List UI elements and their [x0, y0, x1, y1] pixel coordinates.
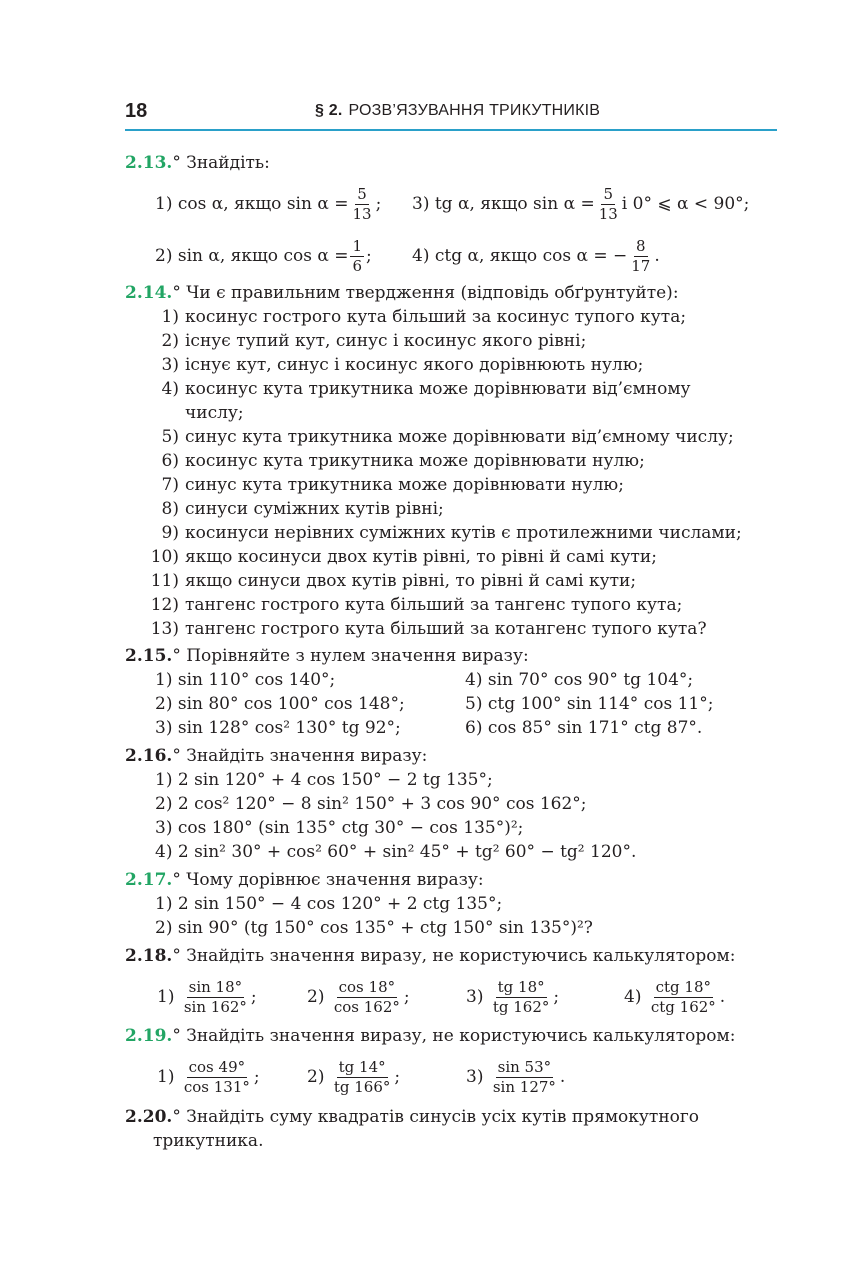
fraction [597, 185, 620, 224]
expression: 4) sin 70° cos 90° tg 104°; [465, 670, 694, 690]
list-item [143, 426, 734, 448]
item-text: якщо синуси двох кутів рівні, то рівні й самі кути; [185, 571, 637, 591]
punctuation: ; [553, 987, 560, 1007]
item-number: 13) [150, 619, 179, 639]
item-number: 6) [161, 451, 179, 471]
numerator: cos 49° [188, 1057, 246, 1076]
problem-2-13-heading [125, 152, 270, 174]
numerator: sin 18° [188, 977, 243, 996]
expression: 6) cos 85° sin 171° ctg 87°. [465, 718, 703, 738]
fraction [629, 237, 652, 276]
list-item-continuation [143, 402, 244, 424]
numerator: sin 53° [497, 1057, 552, 1076]
page-number: 18 [125, 100, 148, 122]
item-text: косинуси нерівних суміжних кутів є протилежними числами; [185, 523, 742, 543]
punctuation: . [719, 987, 726, 1007]
problem-number: 2.13. [125, 153, 173, 173]
problem-text-continuation: трикутника. [153, 1131, 264, 1151]
expr-text: 3) tg α, якщо sin α = [412, 194, 595, 214]
item-text: тангенс гострого кута більший за тангенс тупого кута; [185, 595, 683, 615]
fraction-item [624, 970, 725, 1024]
numerator: tg 14° [338, 1057, 386, 1076]
denominator: 6 [352, 256, 363, 275]
page-header [125, 100, 777, 130]
item-text: синус кута трикутника може дорівнювати від’ємному числу; [185, 427, 734, 447]
expr-text: ; [375, 194, 382, 214]
fraction [350, 185, 373, 224]
item-number: 2) [161, 331, 179, 351]
numerator: 5 [603, 184, 614, 203]
item-number: 2) [307, 987, 325, 1007]
problem-2-15-heading [125, 645, 529, 667]
fraction [649, 978, 718, 1017]
punctuation: ; [250, 987, 257, 1007]
problem-title: Чому дорівнює значення виразу: [186, 870, 484, 890]
item-text: косинус кута трикутника може дорівнювати нулю; [185, 451, 645, 471]
problem-2-18-heading [125, 945, 735, 967]
denominator: 17 [631, 256, 651, 275]
item-number: 11) [150, 571, 179, 591]
problem-number: 2.15. [125, 646, 173, 666]
punctuation: ; [253, 1067, 260, 1087]
fraction [182, 1058, 252, 1097]
problem-number: 2.19. [125, 1026, 173, 1046]
problem-title: Порівняйте з нулем значення виразу: [186, 646, 529, 666]
item-number: 2) [307, 1067, 325, 1087]
item-number: 9) [161, 523, 179, 543]
denominator: tg 162° [492, 997, 550, 1016]
denominator: tg 166° [333, 1077, 391, 1096]
numerator: 8 [636, 236, 646, 255]
punctuation: . [559, 1067, 566, 1087]
expr-text: і 0° ⩽ α < 90°; [621, 194, 750, 214]
degree-mark: ° [172, 746, 181, 766]
denominator: 13 [352, 204, 372, 223]
list-item [143, 522, 742, 544]
item-number: 5) [161, 427, 179, 447]
denominator: 13 [598, 204, 618, 223]
fraction [182, 978, 249, 1017]
section-title: РОЗВ’ЯЗУВАННЯ ТРИКУТНИКІВ [348, 102, 601, 119]
expr-text: 1) cos α, якщо sin α = [155, 194, 349, 214]
item-number: 1) [157, 987, 175, 1007]
list-item [143, 498, 444, 520]
problem-title: Чи є правильним твердження (відповідь обґрунтуйте): [186, 283, 679, 303]
problem-2-19-heading [125, 1025, 735, 1047]
item-text: синуси суміжних кутів рівні; [185, 499, 444, 519]
problem-2-20-heading [125, 1106, 699, 1128]
item-text: косинус кута трикутника може дорівнювати від’ємному [185, 379, 691, 399]
problem-number: 2.18. [125, 946, 173, 966]
expression: 2) sin 80° cos 100° cos 148°; [155, 694, 405, 714]
fraction-item [157, 1050, 260, 1104]
list-item [143, 618, 707, 640]
expression: 1) 2 sin 150° − 4 cos 120° + 2 ctg 135°; [155, 894, 503, 914]
problem-2-13-item-4 [412, 232, 660, 280]
expression: 2) sin 90° (tg 150° cos 135° + ctg 150° sin 135°)²? [155, 918, 593, 938]
item-number: 1) [157, 1067, 175, 1087]
expression: 2) 2 cos² 120° − 8 sin² 150° + 3 cos 90° cos 162°; [155, 794, 587, 814]
item-text: існує кут, синус і косинус якого дорівнюють нулю; [185, 355, 644, 375]
numerator: ctg 18° [655, 977, 712, 996]
problem-title: Знайдіть: [186, 153, 270, 173]
expression: 3) sin 128° cos² 130° tg 92°; [155, 718, 401, 738]
list-item [143, 450, 645, 472]
fraction [491, 1058, 558, 1097]
item-number: 3) [161, 355, 179, 375]
item-number: 4) [161, 379, 179, 399]
degree-mark: ° [172, 283, 181, 303]
numerator: tg 18° [497, 977, 545, 996]
item-text: тангенс гострого кута більший за котангенс тупого кута? [185, 619, 707, 639]
problem-2-14-heading [125, 282, 679, 304]
list-item [143, 306, 686, 328]
fraction-item [466, 1050, 565, 1104]
fraction [332, 1058, 393, 1097]
list-item [143, 474, 624, 496]
item-text: косинус гострого кута більший за косинус тупого кута; [185, 307, 687, 327]
item-number: 8) [161, 499, 179, 519]
item-number: 4) [624, 987, 642, 1007]
denominator: cos 162° [333, 997, 400, 1016]
problem-number: 2.14. [125, 283, 173, 303]
header-rule [125, 129, 777, 131]
expression: 1) 2 sin 120° + 4 cos 150° − 2 tg 135°; [155, 770, 493, 790]
expression: 4) 2 sin² 30° + cos² 60° + sin² 45° + tg² 60° − tg² 120°. [155, 842, 637, 862]
fraction [332, 978, 402, 1017]
item-number: 7) [161, 475, 179, 495]
degree-mark: ° [172, 946, 181, 966]
denominator: sin 127° [492, 1077, 556, 1096]
numerator: cos 18° [338, 977, 396, 996]
expression: 3) cos 180° (sin 135° ctg 30° − cos 135°)²; [155, 818, 524, 838]
fraction [350, 237, 364, 276]
item-number: 12) [150, 595, 179, 615]
problem-title: Знайдіть значення виразу, не користуючись калькулятором: [186, 1026, 736, 1046]
problem-title: Знайдіть значення виразу: [186, 746, 428, 766]
problem-2-17-heading [125, 869, 484, 891]
fraction-item [307, 970, 410, 1024]
running-title [315, 102, 600, 120]
degree-mark: ° [172, 870, 181, 890]
list-item [143, 330, 586, 352]
problem-number: 2.20. [125, 1107, 173, 1127]
problem-text: Знайдіть суму квадратів синусів усіх кутів прямокутного [186, 1107, 700, 1127]
list-item [143, 594, 682, 616]
punctuation: ; [403, 987, 410, 1007]
fraction [491, 978, 552, 1017]
expr-text: ; [366, 246, 372, 266]
denominator: cos 131° [183, 1077, 250, 1096]
expr-text: . [654, 246, 660, 266]
fraction-item [307, 1050, 400, 1104]
list-item [143, 354, 643, 376]
denominator: sin 162° [183, 997, 247, 1016]
problem-number: 2.16. [125, 746, 173, 766]
problem-2-13-item-3 [412, 180, 749, 228]
item-text: синус кута трикутника може дорівнювати нулю; [185, 475, 624, 495]
item-number: 3) [466, 1067, 484, 1087]
fraction-item [157, 970, 257, 1024]
item-number: 3) [466, 987, 484, 1007]
list-item [143, 378, 691, 400]
denominator: ctg 162° [650, 997, 716, 1016]
expression: 5) ctg 100° sin 114° cos 11°; [465, 694, 714, 714]
item-number: 10) [150, 547, 179, 567]
degree-mark: ° [172, 1026, 181, 1046]
problem-2-16-heading [125, 745, 427, 767]
item-text: існує тупий кут, синус і косинус якого рівні; [185, 331, 587, 351]
expression: 1) sin 110° cos 140°; [155, 670, 336, 690]
problem-2-13-item-1 [155, 180, 381, 228]
degree-mark: ° [172, 646, 181, 666]
list-item [143, 546, 657, 568]
expr-text: 4) ctg α, якщо cos α = − [412, 246, 628, 266]
punctuation: ; [394, 1067, 401, 1087]
fraction-item [466, 970, 559, 1024]
item-text: числу; [185, 403, 244, 423]
item-number: 1) [161, 307, 179, 327]
numerator: 1 [352, 236, 363, 255]
problem-2-13-item-2 [155, 232, 372, 280]
degree-mark: ° [172, 153, 181, 173]
item-text: якщо косинуси двох кутів рівні, то рівні й самі кути; [185, 547, 657, 567]
problem-number: 2.17. [125, 870, 173, 890]
problem-title: Знайдіть значення виразу, не користуючись калькулятором: [186, 946, 736, 966]
numerator: 5 [357, 184, 367, 203]
degree-mark: ° [172, 1107, 181, 1127]
section-mark: § 2. [315, 102, 343, 119]
expr-text: 2) sin α, якщо cos α = [155, 246, 349, 266]
list-item [143, 570, 636, 592]
